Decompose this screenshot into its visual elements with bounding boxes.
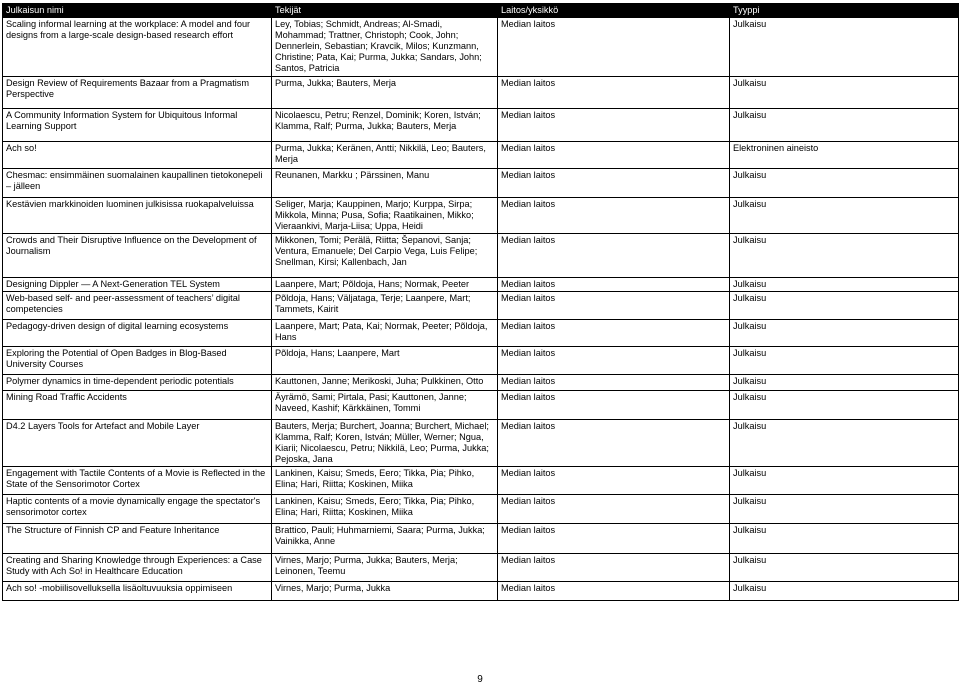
cell-unit: Median laitos [498,18,730,77]
cell-type: Julkaisu [730,320,959,347]
cell-title: Engagement with Tactile Contents of a Movie is Reflected in the State of the Sensorimotor Cortex [3,467,272,495]
table-row [3,77,959,109]
header-authors: Tekijät [272,4,498,18]
cell-authors: Seliger, Marja; Kauppinen, Marjo; Kurppa, Sirpa; Mikkola, Minna; Pusa, Sofia; Raatikainen, Mikko; Vieraankivi, Marja-Liisa; Uppa, Heidi [272,198,498,234]
table-row [3,18,959,77]
cell-authors: Purma, Jukka; Keränen, Antti; Nikkilä, Leo; Bauters, Merja [272,142,498,169]
cell-type: Julkaisu [730,18,959,77]
cell-title: Web-based self- and peer-assessment of teachers’ digital competencies [3,292,272,320]
cell-unit: Median laitos [498,375,730,391]
cell-title: Pedagogy-driven design of digital learning ecosystems [3,320,272,347]
table-row [3,234,959,278]
cell-type: Elektroninen aineisto [730,142,959,169]
cell-title: Kestävien markkinoiden luominen julkisissa ruokapalveluissa [3,198,272,234]
cell-authors: Bauters, Merja; Burchert, Joanna; Burchert, Michael; Klamma, Ralf; Koren, István; Müller, Werner; Ngua, Kiarii; Nicolaescu, Petru; Nikkilä, Leo; Purma, Jukka; Pejoska, Jana [272,420,498,467]
table-row [3,391,959,420]
cell-authors: Kauttonen, Janne; Merikoski, Juha; Pulkkinen, Otto [272,375,498,391]
cell-unit: Median laitos [498,420,730,467]
cell-authors: Ley, Tobias; Schmidt, Andreas; Al-Smadi, Mohammad; Trattner, Christoph; Cook, John; Dennerlein, Sebastian; Kravcik, Milos; Kunzmann, Christine; Pata, Kai; Purma, Jukka; Sandars, John; Santos, Patricia [272,18,498,77]
cell-title: Ach so! -mobiilisovelluksella lisäoltuvuuksia oppimiseen [3,582,272,601]
table-row [3,292,959,320]
cell-title: Chesmac: ensimmäinen suomalainen kaupallinen tietokonepeli – jälleen [3,169,272,198]
table-row [3,198,959,234]
table-row [3,495,959,524]
cell-title: D4.2 Layers Tools for Artefact and Mobile Layer [3,420,272,467]
table-row [3,554,959,582]
cell-unit: Median laitos [498,495,730,524]
cell-title: Polymer dynamics in time-dependent periodic potentials [3,375,272,391]
table-row [3,278,959,292]
cell-type: Julkaisu [730,375,959,391]
cell-unit: Median laitos [498,524,730,554]
cell-authors: Põldoja, Hans; Laanpere, Mart [272,347,498,375]
cell-type: Julkaisu [730,292,959,320]
cell-type: Julkaisu [730,391,959,420]
cell-title: Ach so! [3,142,272,169]
cell-type: Julkaisu [730,554,959,582]
cell-authors: Reunanen, Markku ; Pärssinen, Manu [272,169,498,198]
cell-type: Julkaisu [730,467,959,495]
cell-type: Julkaisu [730,169,959,198]
cell-title: The Structure of Finnish CP and Feature Inheritance [3,524,272,554]
cell-authors: Purma, Jukka; Bauters, Merja [272,77,498,109]
cell-type: Julkaisu [730,420,959,467]
table-row [3,347,959,375]
cell-unit: Median laitos [498,320,730,347]
cell-authors: Põldoja, Hans; Väljataga, Terje; Laanpere, Mart; Tammets, Kairit [272,292,498,320]
cell-authors: Nicolaescu, Petru; Renzel, Dominik; Koren, István; Klamma, Ralf; Purma, Jukka; Bauters, Merja [272,109,498,142]
table-header-row [3,4,959,18]
table-row [3,524,959,554]
table-row [3,375,959,391]
cell-authors: Brattico, Pauli; Huhmarniemi, Saara; Purma, Jukka; Vainikka, Anne [272,524,498,554]
cell-title: Scaling informal learning at the workplace: A model and four designs from a large-scale design-based research effort [3,18,272,77]
cell-unit: Median laitos [498,109,730,142]
header-title: Julkaisun nimi [3,4,272,18]
table-row [3,420,959,467]
cell-unit: Median laitos [498,582,730,601]
cell-type: Julkaisu [730,198,959,234]
cell-title: Exploring the Potential of Open Badges in Blog-Based University Courses [3,347,272,375]
cell-unit: Median laitos [498,169,730,198]
cell-unit: Median laitos [498,391,730,420]
table-row [3,467,959,495]
cell-title: Mining Road Traffic Accidents [3,391,272,420]
cell-type: Julkaisu [730,495,959,524]
cell-authors: Mikkonen, Tomi; Perälä, Riitta; Šepanovi, Sanja; Ventura, Emanuele; Del Carpio Vega, Luis Felipe; Snellman, Kirsi; Kallenbach, Jan [272,234,498,278]
cell-unit: Median laitos [498,278,730,292]
cell-authors: Virnes, Marjo; Purma, Jukka; Bauters, Merja; Leinonen, Teemu [272,554,498,582]
cell-authors: Äyrämö, Sami; Pirtala, Pasi; Kauttonen, Janne; Naveed, Kashif; Kärkkäinen, Tommi [272,391,498,420]
cell-type: Julkaisu [730,524,959,554]
cell-unit: Median laitos [498,467,730,495]
cell-title: A Community Information System for Ubiquitous Informal Learning Support [3,109,272,142]
cell-authors: Lankinen, Kaisu; Smeds, Eero; Tikka, Pia; Pihko, Elina; Hari, Riitta; Koskinen, Miika [272,495,498,524]
cell-unit: Median laitos [498,77,730,109]
cell-unit: Median laitos [498,554,730,582]
cell-title: Designing Dippler ― A Next-Generation TEL System [3,278,272,292]
cell-type: Julkaisu [730,582,959,601]
cell-type: Julkaisu [730,77,959,109]
header-type: Tyyppi [730,4,959,18]
cell-authors: Laanpere, Mart; Põldoja, Hans; Normak, Peeter [272,278,498,292]
cell-unit: Median laitos [498,198,730,234]
table-row [3,169,959,198]
header-unit: Laitos/yksikkö [498,4,730,18]
cell-unit: Median laitos [498,347,730,375]
table-row [3,320,959,347]
cell-authors: Laanpere, Mart; Pata, Kai; Normak, Peeter; Põldoja, Hans [272,320,498,347]
cell-unit: Median laitos [498,234,730,278]
cell-authors: Virnes, Marjo; Purma, Jukka [272,582,498,601]
cell-title: Design Review of Requirements Bazaar from a Pragmatism Perspective [3,77,272,109]
cell-title: Creating and Sharing Knowledge through Experiences: a Case Study with Ach So! in Healthcare Education [3,554,272,582]
cell-type: Julkaisu [730,347,959,375]
cell-title: Haptic contents of a movie dynamically engage the spectator's sensorimotor cortex [3,495,272,524]
cell-unit: Median laitos [498,292,730,320]
page-number: 9 [477,674,483,685]
cell-title: Crowds and Their Disruptive Influence on the Development of Journalism [3,234,272,278]
table-row [3,109,959,142]
publications-table [2,3,959,601]
cell-unit: Median laitos [498,142,730,169]
cell-authors: Lankinen, Kaisu; Smeds, Eero; Tikka, Pia; Pihko, Elina; Hari, Riitta; Koskinen, Miika [272,467,498,495]
table-row [3,142,959,169]
cell-type: Julkaisu [730,109,959,142]
cell-type: Julkaisu [730,278,959,292]
cell-type: Julkaisu [730,234,959,278]
table-row [3,582,959,601]
